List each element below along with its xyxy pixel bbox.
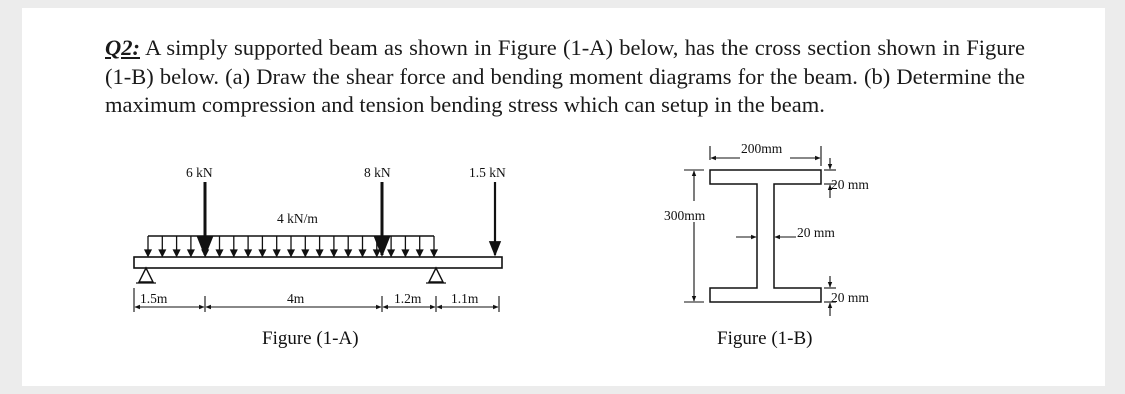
depth-label: 300mm bbox=[664, 208, 706, 223]
figure-b-caption: Figure (1-B) bbox=[717, 328, 813, 349]
beam-dimension-line bbox=[134, 288, 499, 312]
udl-arrow-head bbox=[331, 250, 337, 256]
question-number: Q2: bbox=[105, 35, 140, 60]
dim-label-1-2m: 1.2m bbox=[394, 291, 422, 306]
udl-arrows bbox=[145, 236, 437, 256]
udl-arrow-head bbox=[374, 250, 380, 256]
load-label-8kn: 8 kN bbox=[364, 165, 391, 180]
roller-support-right bbox=[429, 268, 443, 282]
udl-arrow-head bbox=[231, 250, 237, 256]
udl-arrow-head bbox=[217, 250, 223, 256]
udl-arrow-head bbox=[188, 250, 194, 256]
beam bbox=[134, 257, 502, 268]
udl-arrow-head bbox=[145, 250, 151, 256]
udl-arrow-head bbox=[402, 250, 408, 256]
udl-arrow-head bbox=[417, 250, 423, 256]
question-body: A simply supported beam as shown in Figure (1-A) below, has the cross section shown in Figure (1-B) below. (a) Draw the shear force and bending moment diagrams for the beam. (b) Determine the maximum compression and tension bending stress which can setup in the beam. bbox=[105, 35, 1025, 117]
cross-section-figure bbox=[664, 141, 869, 349]
load-label-6kn: 6 kN bbox=[186, 165, 213, 180]
pin-support-left bbox=[139, 268, 153, 282]
dim-label-4m: 4m bbox=[287, 291, 305, 306]
udl-label: 4 kN/m bbox=[277, 211, 318, 226]
udl-arrow-head bbox=[274, 250, 280, 256]
dim-label-1-5m: 1.5m bbox=[140, 291, 168, 306]
udl-arrow-head bbox=[388, 250, 394, 256]
bottom-flange-thickness-label: 20 mm bbox=[831, 290, 869, 305]
dim-label-1-1m: 1.1m bbox=[451, 291, 479, 306]
udl-arrow-head bbox=[159, 250, 165, 256]
udl-arrow-head bbox=[288, 250, 294, 256]
udl-arrow-head bbox=[360, 250, 366, 256]
udl-arrow-head bbox=[174, 250, 180, 256]
beam-figure bbox=[134, 165, 506, 349]
figure-a-caption: Figure (1-A) bbox=[262, 328, 359, 349]
udl-arrow-head bbox=[431, 250, 437, 256]
udl-arrow-head bbox=[302, 250, 308, 256]
web-thickness-label: 20 mm bbox=[797, 225, 835, 240]
flange-width-label: 200mm bbox=[741, 141, 783, 156]
load-label-1-5kn: 1.5 kN bbox=[469, 165, 506, 180]
udl-arrow-head bbox=[245, 250, 251, 256]
udl-arrow-head bbox=[345, 250, 351, 256]
depth-dimension bbox=[684, 170, 704, 302]
udl-arrow-head bbox=[259, 250, 265, 256]
udl-arrow-head bbox=[317, 250, 323, 256]
top-flange-thickness-label: 20 mm bbox=[831, 177, 869, 192]
